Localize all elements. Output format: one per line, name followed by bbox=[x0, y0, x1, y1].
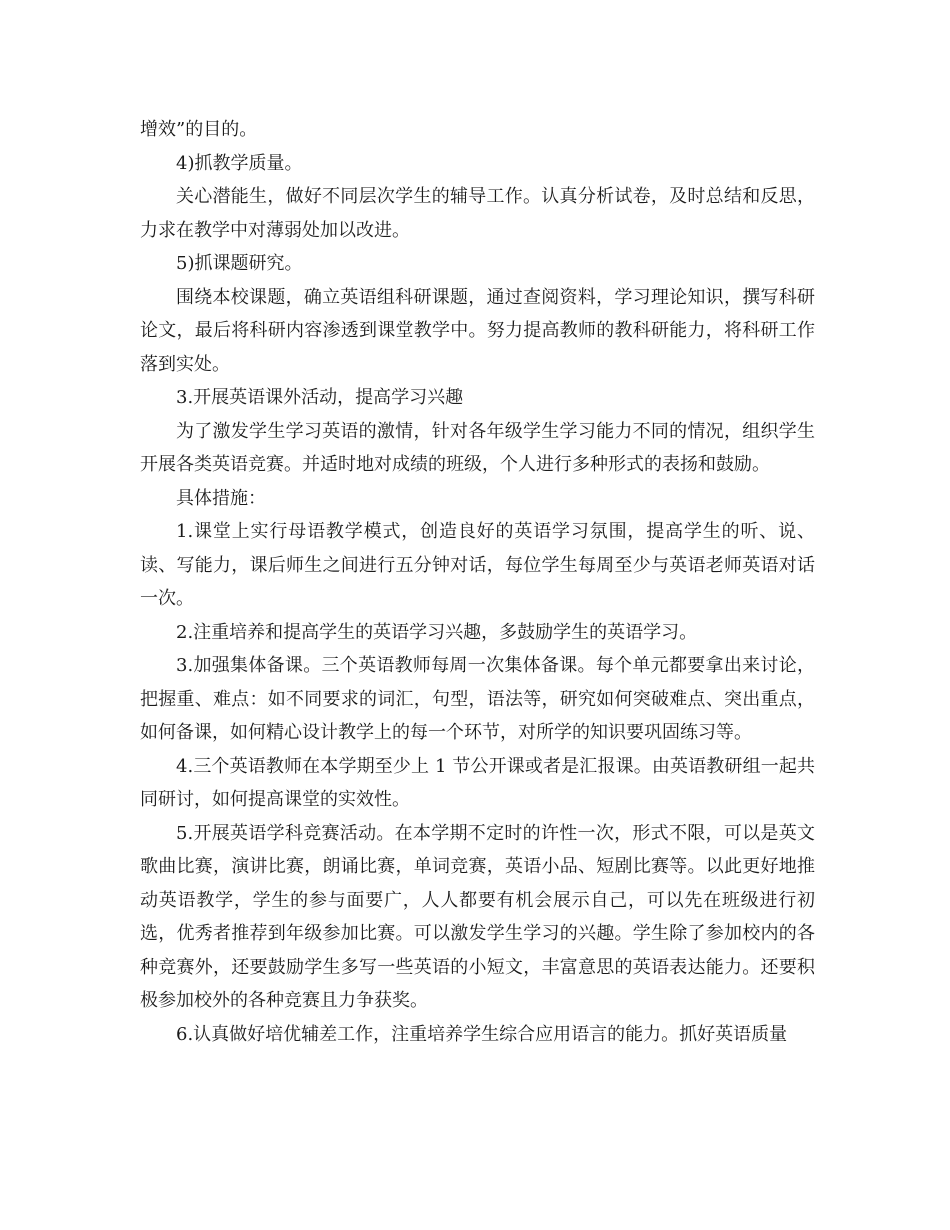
paragraph-teaching-quality: 关心潜能生，做好不同层次学生的辅导工作。认真分析试卷，及时总结和反思，力求在教学中对薄弱处加以改进。 bbox=[140, 186, 815, 241]
paragraph-activities: 为了激发学生学习英语的激情，针对各年级学生学习能力不同的情况，组织学生开展各类英语竞赛。并适时地对成绩的班级，个人进行多种形式的表扬和鼓励。 bbox=[140, 420, 815, 475]
paragraph-heading-activities: 3.开展英语课外活动，提高学习兴趣 bbox=[176, 387, 464, 408]
paragraph-measure-1: 1.课堂上实行母语教学模式，创造良好的英语学习氛围，提高学生的听、说、读、写能力，课后师生之间进行五分钟对话，每位学生每周至少与英语老师英语对话一次。 bbox=[140, 521, 815, 609]
paragraph-continuation: 增效”的目的。 bbox=[140, 119, 258, 140]
paragraph-measure-3: 3.加强集体备课。三个英语教师每周一次集体备课。每个单元都要拿出来讨论，把握重、难点：如不同要求的词汇，句型，语法等，研究如何突破难点、突出重点，如何备课，如何精心设计教学上的每一个环节，对所学的知识要巩固练习等。 bbox=[140, 655, 815, 743]
paragraph-heading-research: 5)抓课题研究。 bbox=[176, 253, 303, 274]
paragraph-measure-2: 2.注重培养和提高学生的英语学习兴趣，多鼓励学生的英语学习。 bbox=[176, 621, 698, 643]
paragraph-measure-4: 4.三个英语教师在本学期至少上 1 节公开课或者是汇报课。由英语教研组一起共同研讨，如何提高课堂的实效性。 bbox=[140, 755, 815, 810]
paragraph-heading-teaching-quality: 4)抓教学质量。 bbox=[176, 152, 303, 174]
paragraph-research: 围绕本校课题，确立英语组科研课题，通过查阅资料，学习理论知识，撰写科研论文，最后将科研内容渗透到课堂教学中。努力提高教师的教科研能力，将科研工作落到实处。 bbox=[140, 286, 815, 375]
document-body bbox=[140, 113, 815, 1051]
paragraph-measure-6: 6.认真做好培优辅差工作，注重培养学生综合应用语言的能力。抓好英语质量 bbox=[176, 1023, 788, 1045]
paragraph-measures-heading: 具体措施： bbox=[176, 487, 266, 509]
paragraph-measure-5: 5.开展英语学科竞赛活动。在本学期不定时的许性一次，形式不限，可以是英文歌曲比赛，演讲比赛，朗诵比赛，单词竞赛，英语小品、短剧比赛等。以此更好地推动英语教学，学生的参与面要广，人人都要有机会展示自己，可以先在班级进行初选，优秀者推荐到年级参加比赛。可以激发学生学习的兴趣。学生除了参加校内的各种竞赛外，还要鼓励学生多写一些英语的小短文，丰富意思的英语表达能力。还要积极参加校外的各种竞赛且力争获奖。 bbox=[140, 822, 815, 1011]
